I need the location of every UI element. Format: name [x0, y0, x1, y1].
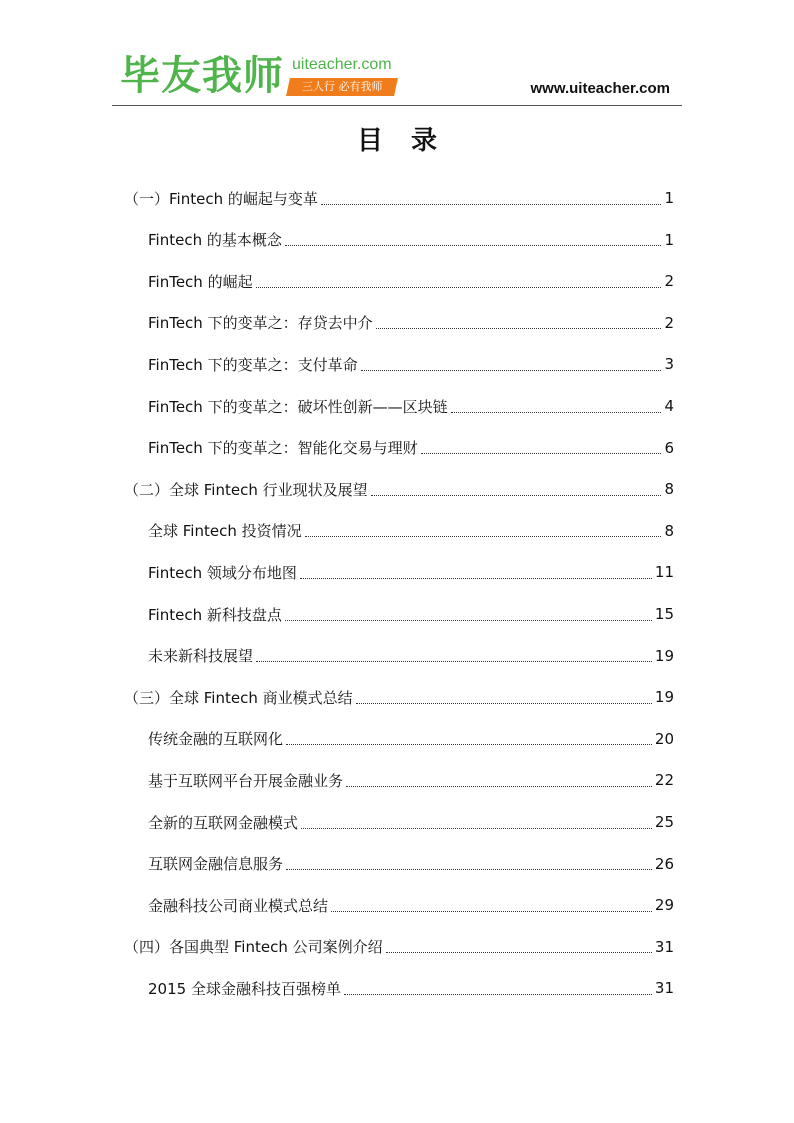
toc-entry-text: 全球 Fintech 投资情况 [148, 522, 302, 541]
toc-page-number: 31 [654, 937, 674, 956]
toc-entry-text: FinTech 下的变革之：破坏性创新——区块链 [148, 397, 448, 416]
toc-entry[interactable] [148, 385, 674, 427]
toc-entry-text: 全新的互联网金融模式 [148, 813, 299, 832]
toc-entry[interactable] [148, 759, 674, 801]
toc-entry[interactable] [148, 551, 674, 593]
toc-entry[interactable] [148, 718, 674, 760]
toc-page-number: 22 [654, 771, 674, 790]
toc-entry-text: FinTech 下的变革之：支付革命 [148, 355, 358, 374]
toc-dot-leader [346, 774, 652, 787]
toc-entry[interactable] [148, 427, 674, 469]
toc-entry[interactable] [148, 884, 674, 926]
toc-dot-leader [285, 608, 652, 621]
site-url: www.uiteacher.com [530, 80, 670, 97]
toc-entry[interactable] [148, 967, 674, 1009]
toc-page-number: 29 [654, 896, 674, 915]
toc-dot-leader [321, 192, 662, 205]
toc-entry-text: FinTech 下的变革之：智能化交易与理财 [148, 439, 418, 458]
toc-dot-leader [451, 400, 662, 413]
toc-dot-leader [371, 483, 662, 496]
toc-entry[interactable] [148, 593, 674, 635]
toc-page-number: 8 [664, 480, 674, 499]
toc-page-number: 6 [664, 438, 674, 457]
toc-entry-text: 互联网金融信息服务 [148, 855, 284, 874]
toc-page-number: 8 [664, 521, 674, 540]
toc-entry[interactable] [124, 468, 674, 510]
toc-entry[interactable] [148, 510, 674, 552]
toc-dot-leader [344, 982, 652, 995]
toc-entry[interactable] [124, 926, 674, 968]
logo-slogan [286, 78, 398, 96]
toc-entry[interactable] [148, 260, 674, 302]
toc-dot-leader [256, 649, 652, 662]
toc-entry-text: （三）全球 Fintech 商业模式总结 [124, 688, 353, 707]
toc-page-number: 26 [654, 854, 674, 873]
toc-entry-text: FinTech 下的变革之：存贷去中介 [148, 314, 373, 333]
toc-page-number: 1 [664, 230, 674, 249]
toc-page-number: 3 [664, 355, 674, 374]
header-divider [112, 105, 682, 106]
toc-entry-text: Fintech 领域分布地图 [148, 563, 297, 582]
toc-entry[interactable] [124, 676, 674, 718]
toc-dot-leader [285, 233, 662, 246]
toc-entry-text: 传统金融的互联网化 [148, 730, 284, 749]
toc-entry[interactable] [148, 635, 674, 677]
toc-entry[interactable] [148, 302, 674, 344]
toc-dot-leader [256, 275, 662, 288]
page-header [112, 52, 682, 106]
toc-entry[interactable] [148, 343, 674, 385]
logo-text: 毕友我师 [120, 53, 284, 99]
toc-entry-text: 金融科技公司商业模式总结 [148, 896, 329, 915]
toc-dot-leader [376, 316, 662, 329]
toc-title: 目录 [356, 126, 465, 156]
toc-dot-leader [361, 358, 662, 371]
toc-dot-leader [286, 732, 652, 745]
toc-dot-leader [386, 940, 652, 953]
toc-entry-text: （二）全球 Fintech 行业现状及展望 [124, 480, 368, 499]
toc-dot-leader [305, 524, 662, 537]
toc-page-number: 1 [664, 189, 674, 207]
toc-dot-leader [356, 691, 652, 704]
toc-page-number: 20 [654, 729, 674, 748]
toc-entry-text: （一）Fintech 的崛起与变革 [124, 189, 318, 208]
toc-page-number: 19 [654, 646, 674, 665]
toc-page-number: 2 [664, 313, 674, 332]
logo-domain: uiteacher.com [292, 56, 392, 73]
toc-entry[interactable] [148, 843, 674, 885]
toc-dot-leader [286, 857, 652, 870]
toc-dot-leader [421, 441, 662, 454]
toc-entry[interactable] [148, 219, 674, 261]
toc-page-number: 4 [664, 397, 674, 415]
toc-entry-text: （四）各国典型 Fintech 公司案例介绍 [124, 938, 383, 957]
toc-page-number: 25 [654, 813, 674, 831]
toc-page-number: 2 [664, 272, 674, 291]
toc-dot-leader [301, 816, 652, 829]
toc-entry-text: FinTech 的崛起 [148, 272, 253, 291]
toc-page-number: 19 [654, 688, 674, 707]
toc-entry[interactable] [148, 801, 674, 843]
toc-dot-leader [331, 899, 652, 912]
toc-page-number: 15 [654, 605, 674, 623]
logo-slogan-text: 三人行 必有我师 [301, 80, 383, 93]
toc-entry-text: 基于互联网平台开展金融业务 [148, 771, 344, 790]
toc-entry-text: Fintech 的基本概念 [148, 231, 282, 250]
toc-dot-leader [300, 566, 652, 579]
toc-page-number: 31 [654, 979, 674, 998]
toc-entry[interactable] [124, 177, 674, 219]
toc-entry-text: 未来新科技展望 [148, 647, 254, 666]
toc-entry-text: 2015 全球金融科技百强榜单 [148, 979, 341, 998]
toc-entry-text: Fintech 新科技盘点 [148, 605, 282, 624]
toc-page-number: 11 [654, 563, 674, 582]
